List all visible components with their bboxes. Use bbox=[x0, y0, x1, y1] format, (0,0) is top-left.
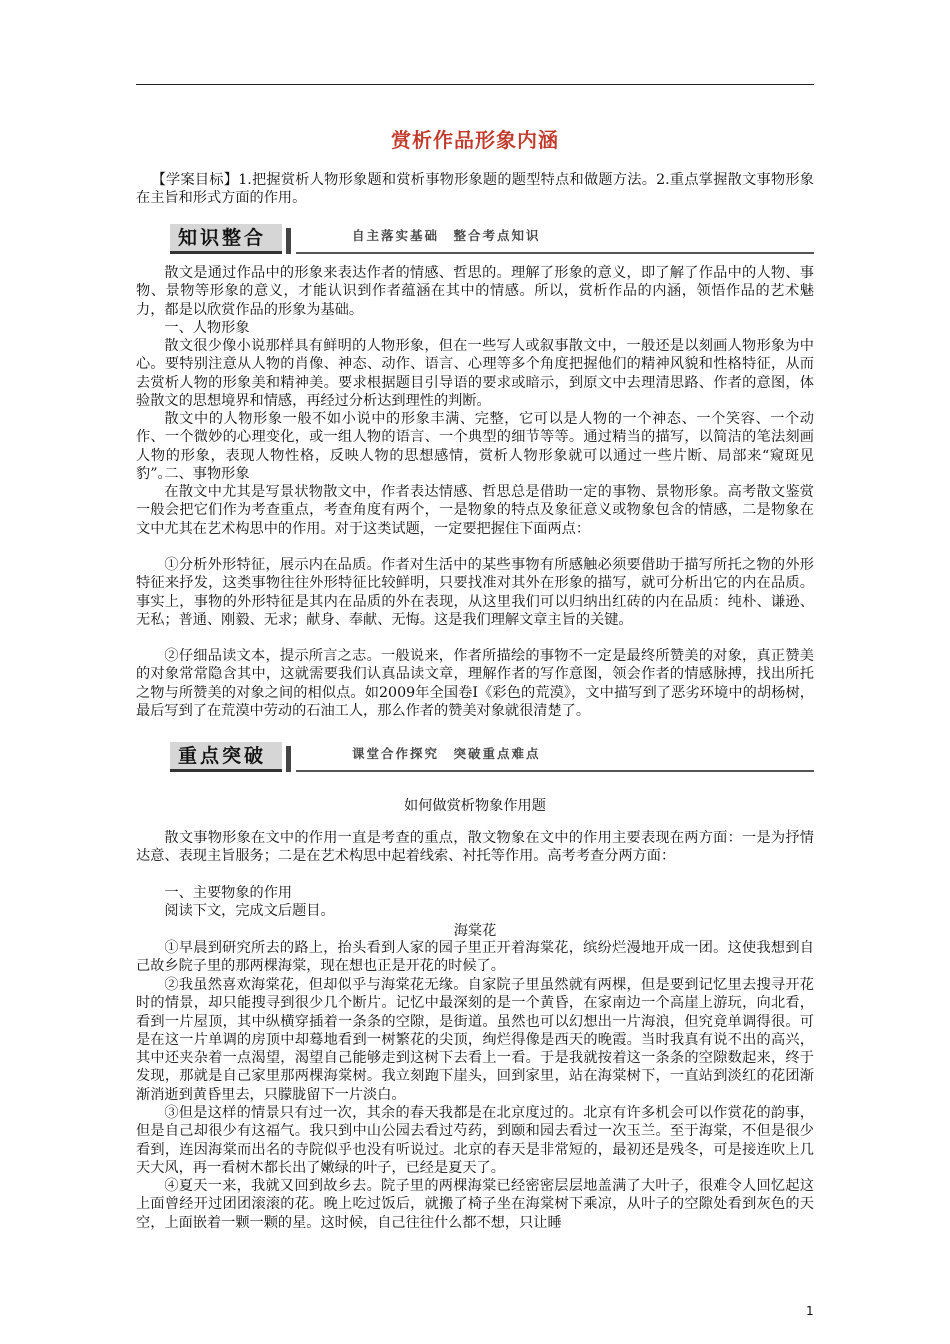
section2-heading: 如何做赏析物象作用题 bbox=[404, 798, 546, 814]
objective-label: 【学案目标】 bbox=[151, 172, 239, 188]
section1-paragraph-1: 散文很少像小说那样具有鲜明的人物形象，但在一些写人或叙事散文中，一般还是以刻画人物形象为中心。要特别注意从人物的肖像、神态、动作、语言、心理等多个角度把握他们的精神风貌和性格特征，从而去赏析人物的形象美和精神美。要求根据题目引导语的要求或暗示，到原文中去理清思路、作者的意图，体验散文的思想境界和情感，再经过分析达到理性的判断。 bbox=[136, 338, 814, 409]
objective-text: 1.把握赏析人物形象题和赏析事物形象题的题型特点和做题方法。2.重点掌握散文事物形象在主旨和形式方面的作用。 bbox=[136, 172, 814, 207]
banner-label: 重点突破 bbox=[170, 742, 282, 772]
section1-paragraph-5: ②仔细品读文本，提示所言之志。一般说来，作者所描绘的事物不一定是最终所赞美的对象，真正赞美的对象常常隐含其中，这就需要我们认真品读文章，理解作者的写作意图，领会作者的情感脉搏，找出所托之物与所赞美的对象之间的相似点。如2009年全国卷Ⅰ《彩色的荒漠》，文中描写到了恶劣环境中的胡杨树，最后写到了在荒漠中劳动的石油工人，那么作者的赞美对象就很清楚了。 bbox=[136, 648, 814, 719]
section1-paragraph-2: 散文中的人物形象一般不如小说中的形象丰满、完整，它可以是人物的一个神态、一个笑容、一个动作、一个微妙的心理变化，或一组人物的语言、一个典型的细节等等。通过精当的描写，以简洁的笔法刻画人物的形象，表现人物性格，反映人物的思想感情，赏析人物形象就可以通过一些片断、局部来“窥斑见豹”。 bbox=[136, 411, 814, 482]
essay-paragraph-2: ②我虽然喜欢海棠花，但却似乎与海棠花无缘。自家院子里虽然就有两棵，但是要到记忆里去搜寻开花时的情景，却只能搜寻到很少几个断片。记忆中最深刻的是一个黄昏，在家南边一个高崖上游玩，向北看，看到一片屋顶，其中纵横穿插着一条条的空隙，是街道。虽然也可以幻想出一片海浪，但究竟单调得很。可是在这一片单调的房顶中却蓦地看到一树繁花的尖顶，绚烂得像是西天的晚霞。当时我真有说不出的高兴，其中还夹杂着一点渴望，渴望自己能够走到这树下去看上一看。于是我就按着这一条条的空隙数起来，终于发现，那就是自己家里那两棵海棠树。我立刻跑下崖头，回到家里，站在海棠树下，一直站到淡红的花团渐渐消逝到黄昏里去，只朦胧留下一片淡白。 bbox=[136, 977, 814, 1103]
section1-heading-character: 一、人物形象 bbox=[164, 320, 250, 336]
essay-title: 海棠花 bbox=[453, 923, 497, 939]
banner-divider bbox=[286, 228, 291, 254]
objective-paragraph bbox=[136, 171, 814, 208]
section-banner-knowledge bbox=[170, 224, 814, 258]
banner-label: 知识整合 bbox=[170, 224, 282, 254]
section2-intro: 散文事物形象在文中的作用一直是考查的重点，散文物象在文中的作用主要表现在两方面：一是为抒情达意、表现主旨服务；二是在艺术构思中起着线索、衬托等作用。高考考查分两方面： bbox=[136, 830, 814, 865]
banner-divider bbox=[286, 746, 291, 772]
page-number: 1 bbox=[806, 1304, 814, 1318]
top-rule bbox=[136, 84, 814, 85]
banner-subtitle: 自主落实基础 整合考点知识 bbox=[296, 224, 814, 254]
section1-paragraph-3: 在散文中尤其是写景状物散文中，作者表达情感、哲思总是借助一定的事物、景物形象。高考散文鉴赏一般会把它们作为考查重点，考查角度有两个，一是物象的特点及象征意义或物象包含的情感，二是物象在文中尤其在艺术构思中的作用。对于这类试题，一定要把握住下面两点： bbox=[136, 484, 814, 537]
essay-paragraph-1: ①早晨到研究所去的路上，抬头看到人家的园子里正开着海棠花，缤纷烂漫地开成一团。这使我想到自己故乡院子里的那两棵海棠，现在想也正是开花的时候了。 bbox=[136, 940, 814, 975]
essay-paragraph-3: ③但是这样的情景只有过一次，其余的春天我都是在北京度过的。北京有许多机会可以作赏花的韵事，但是自己却很少有这福气。我只到中山公园去看过芍药，到颐和园去看过一次玉兰。至于海棠，不但是很少看到，连因海棠而出名的寺院似乎也没有听说过。北京的春天是非常短的，最初还是残冬，可是接连吹上几天大风，再一看树木都长出了嫩绿的叶子，已经是夏天了。 bbox=[136, 1105, 814, 1176]
section1-paragraph-4: ①分析外形特征，展示内在品质。作者对生活中的某些事物有所感触必须要借助于描写所托之物的外形特征来抒发，这类事物往往外形特征比较鲜明，只要找准对其外在形象的描写，就可分析出它的内在品质。事实上，事物的外形特征是其内在品质的外在表现，从这里我们可以归纳出红砖的内在品质：纯朴、谦逊、无私；普通、刚毅、无求；献身、奉献、无悔。这是我们理解文章主旨的关键。 bbox=[136, 557, 814, 628]
page-title: 赏析作品形象内涵 bbox=[391, 128, 559, 152]
section2-subheading: 一、主要物象的作用 bbox=[164, 885, 293, 901]
banner-subtitle: 课堂合作探究 突破重点难点 bbox=[296, 742, 814, 772]
section1-intro: 散文是通过作品中的形象来表达作者的情感、哲思的。理解了形象的意义，即了解了作品中的人物、事物、景物等形象的意义，才能认识到作者蕴涵在其中的情感。所以，赏析作品的内涵，领悟作品的艺术魅力，都是以欣赏作品的形象为基础。 bbox=[136, 265, 814, 318]
essay-paragraph-4: ④夏天一来，我就又回到故乡去。院子里的两棵海棠已经密密层层地盖满了大叶子，很难令人回忆起这上面曾经开过团团滚滚的花。晚上吃过饭后，就搬了椅子坐在海棠树下乘凉，从叶子的空隙处看到灰色的天空，上面嵌着一颗一颗的星。这时候，自己往往什么都不想，只让睡 bbox=[136, 1178, 814, 1231]
section1-heading-object: 二、事物形象 bbox=[164, 466, 250, 482]
reading-prompt: 阅读下文，完成文后题目。 bbox=[164, 903, 335, 919]
section-banner-key-points bbox=[170, 742, 814, 776]
